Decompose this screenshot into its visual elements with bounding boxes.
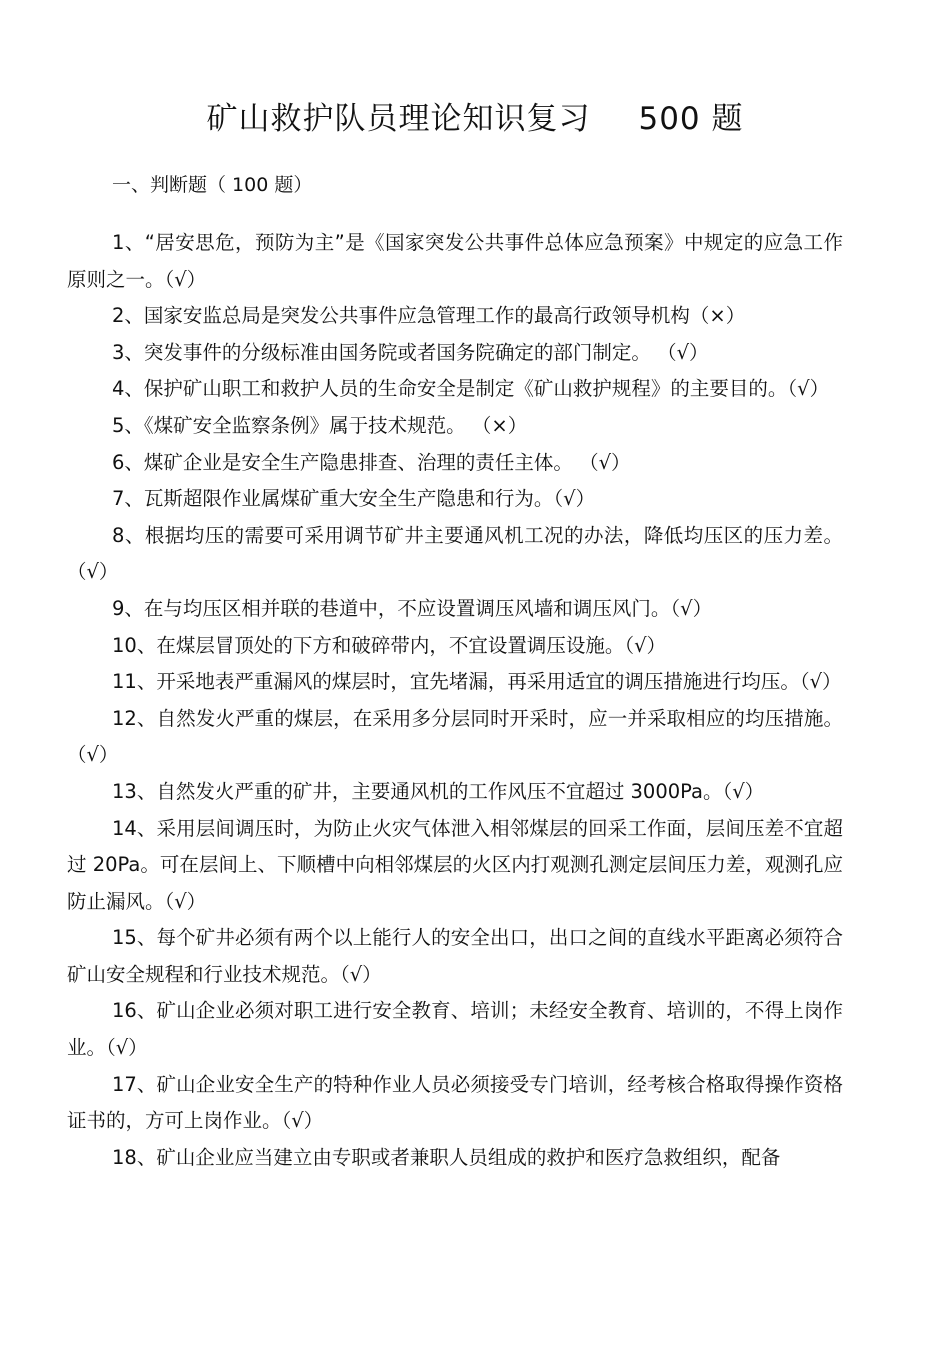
title-main: 矿山救护队员理论知识复习 [206,101,591,137]
question-item: 7、瓦斯超限作业属煤矿重大安全生产隐患和行为。（√） [112,487,596,511]
question-item: 4、保护矿山职工和救护人员的生命安全是制定《矿山救护规程》的主要目的。（√） [112,377,830,401]
question-item: 11、开采地表严重漏风的煤层时，宜先堵漏，再采用适宜的调压措施进行均压。（√） [112,670,842,694]
question-item: 1、“居安思危，预防为主”是《国家突发公共事件总体应急预案》中规定的应急工作原则之一。（√） [67,231,843,291]
page-title [0,96,950,142]
question-item: 15、每个矿井必须有两个以上能行人的安全出口，出口之间的直线水平距离必须符合矿山安全规程和行业技术规范。（√） [67,926,843,986]
question-item: 18、矿山企业应当建立由专职或者兼职人员组成的救护和医疗急救组织，配备 [112,1145,781,1169]
question-item: 16、矿山企业必须对职工进行安全教育、培训；未经安全教育、培训的，不得上岗作业。（√） [67,999,843,1060]
section-heading: 一、判断题（ 100 题） [112,174,313,196]
question-item: 8、根据均压的需要可采用调节矿井主要通风机工况的办法，降低均压区的压力差。（√） [67,523,843,584]
question-item: 3、突发事件的分级标准由国务院或者国务院确定的部门制定。 （√） [112,340,709,364]
question-item: 6、煤矿企业是安全生产隐患排查、治理的责任主体。 （√） [112,450,631,474]
question-item: 5、《煤矿安全监察条例》属于技术规范。 （×） [112,413,528,437]
question-item: 13、自然发火严重的矿井，主要通风机的工作风压不宜超过 3000Pa。（√） [112,779,765,803]
question-item: 9、在与均压区相并联的巷道中，不应设置调压风墙和调压风门。（√） [112,596,713,620]
question-item: 17、矿山企业安全生产的特种作业人员必须接受专门培训，经考核合格取得操作资格证书的，方可上岗作业。（√） [67,1072,843,1133]
question-item: 14、采用层间调压时，为防止火灾气体泄入相邻煤层的回采工作面，层间压差不宜超过 20Pa。可在层间上、下顺槽中向相邻煤层的火区内打观测孔测定层间压力差，观测孔应防止漏风。（√） [67,816,843,913]
question-item: 2、国家安监总局是突发公共事件应急管理工作的最高行政领导机构（×） [112,304,746,328]
title-count: 500 题 [638,101,744,137]
question-item: 10、在煤层冒顶处的下方和破碎带内，不宜设置调压设施。（√） [112,633,666,657]
question-list [67,225,843,1176]
question-item: 12、自然发火严重的煤层，在采用多分层同时开采时，应一并采取相应的均压措施。（√） [67,706,843,767]
